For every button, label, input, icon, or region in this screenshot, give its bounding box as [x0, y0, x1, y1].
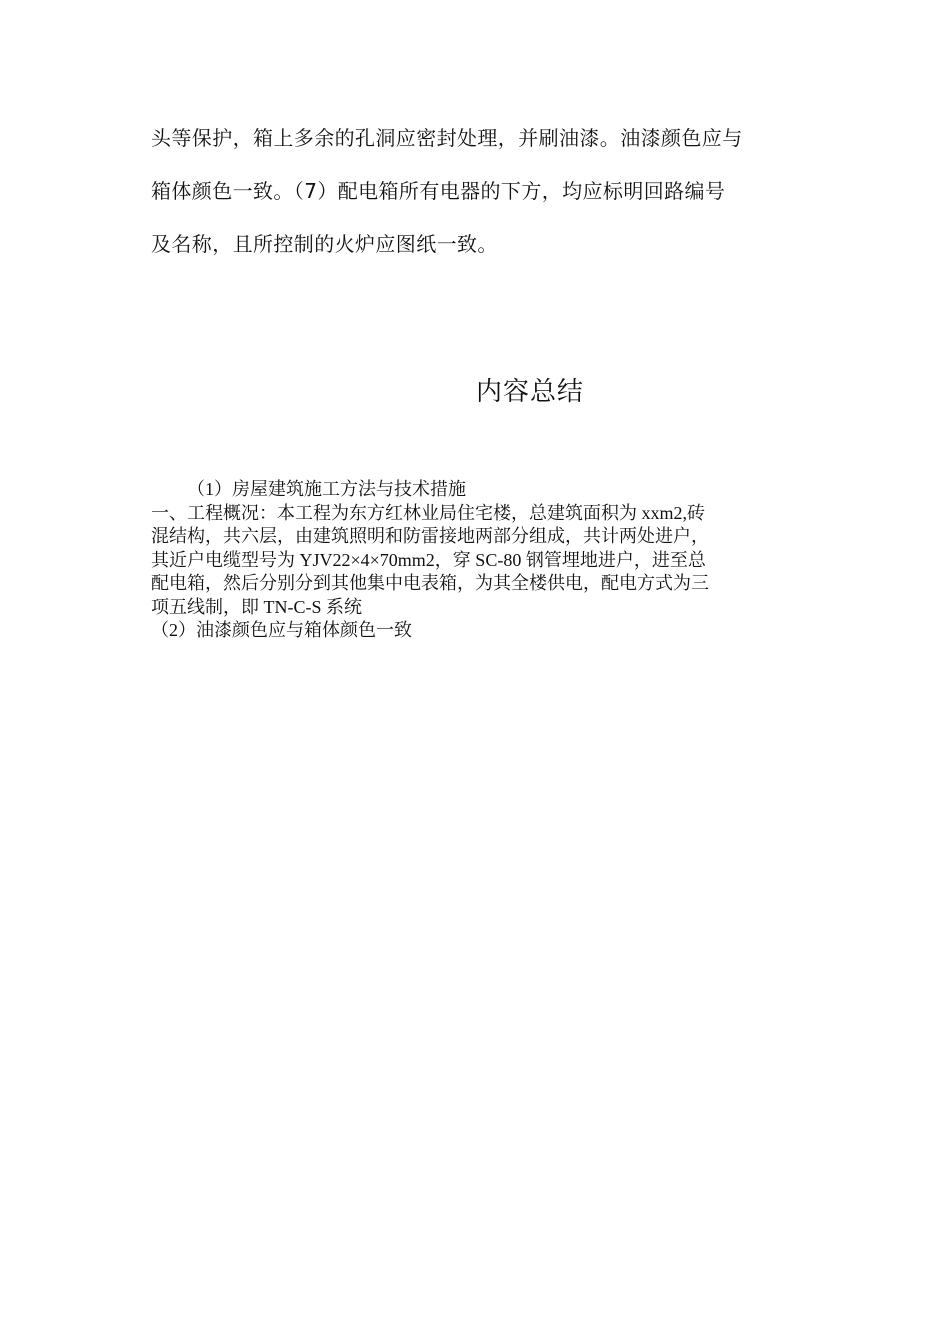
summary-title: 内容总结 — [475, 377, 584, 407]
summary-line-5: 配电箱，然后分别分到其他集中电表箱，为其全楼供电，配电方式为三 — [151, 573, 709, 593]
summary-line-3: 混结构，共六层，由建筑照明和防雷接地两部分组成，共计两处进户， — [151, 526, 709, 546]
summary-line-4: 其近户电缆型号为 YJV22×4×70mm2，穿 SC-80 钢管埋地进户，进至总 — [151, 549, 706, 570]
summary-line-1: （1）房屋建筑施工方法与技术措施 — [187, 479, 466, 499]
continued-paragraph — [151, 112, 811, 271]
summary-body — [151, 478, 811, 643]
summary-line-2: 一、工程概况：本工程为东方红林业局住宅楼，总建筑面积为 xxm2,砖 — [151, 502, 705, 523]
paragraph-line-1: 头等保护，箱上多余的孔洞应密封处理，并刷油漆。油漆颜色应与 — [151, 126, 743, 150]
paragraph-line-2: 箱体颜色一致。（7）配电箱所有电器的下方，均应标明回路编号 — [151, 179, 726, 203]
paragraph-line-3: 及名称，且所控制的火炉应图纸一致。 — [151, 232, 498, 256]
summary-line-7: （2）油漆颜色应与箱体颜色一致 — [151, 620, 412, 640]
summary-line-6: 项五线制，即 TN-C-S 系统 — [151, 596, 362, 617]
